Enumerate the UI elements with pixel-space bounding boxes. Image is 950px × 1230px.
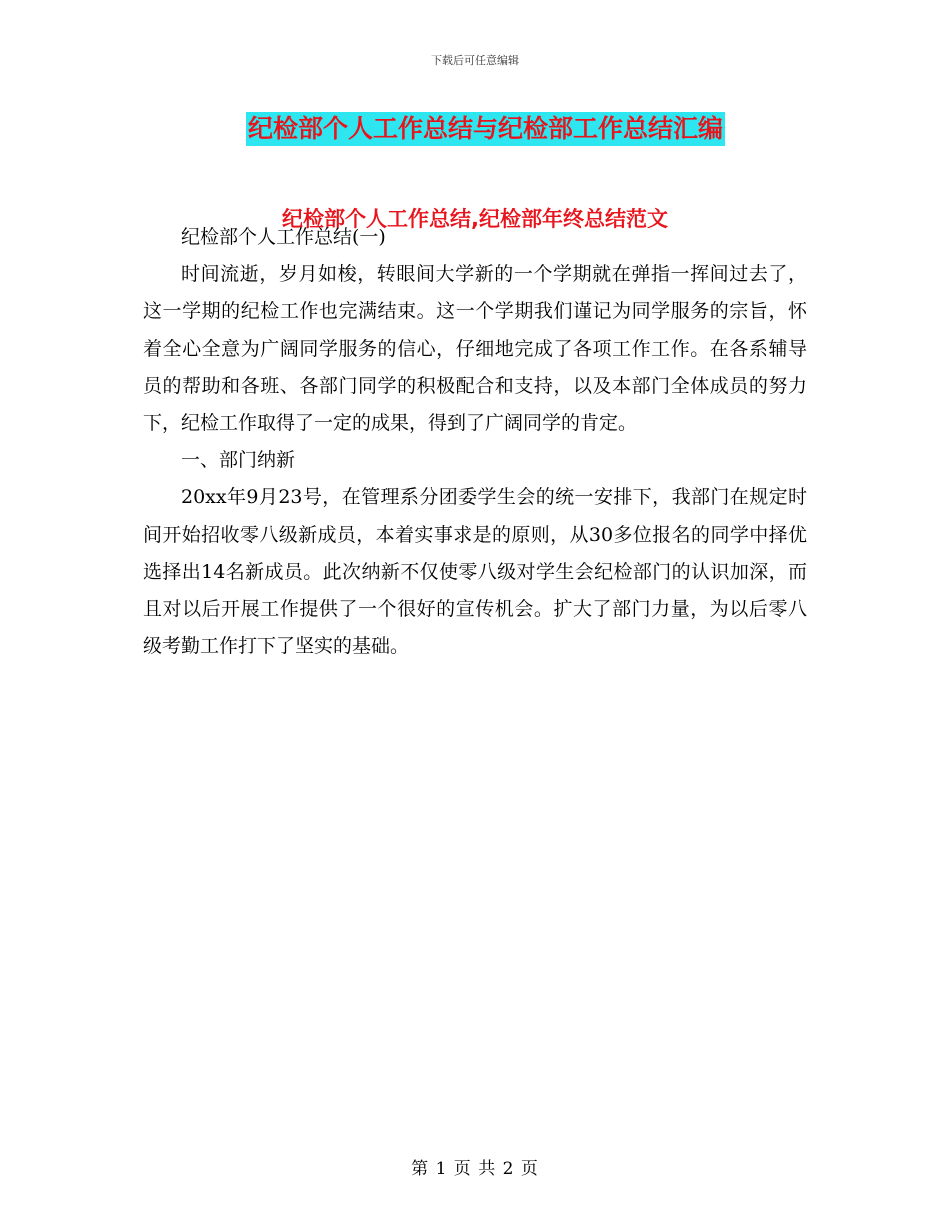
body-paragraph: 20xx年9月23号，在管理系分团委学生会的统一安排下，我部门在规定时间开始招收零八级新成员，本着实事求是的原则，从30多位报名的同学中择优选择出14名新成员。此次纳新不仅使零八级对学生会纪检部门的认识加深，而且对以后开展工作提供了一个很好的宣传机会。扩大了部门力量，为以后零八级考勤工作打下了坚实的基础。 [143,486,807,658]
document-sub-title: 纪检部个人工作总结,纪检部年终总结范文 [282,207,668,231]
section-heading: 纪检部个人工作总结(一) [181,226,386,248]
page-number: 第 1 页 共 2 页 [411,1159,539,1179]
body-paragraph: 时间流逝，岁月如梭，转眼间大学新的一个学期就在弹指一挥间过去了，这一学期的纪检工作也完满结束。这一个学期我们谨记为同学服务的宗旨，怀着全心全意为广阔同学服务的信心，仔细地完成了各项工作工作。在各系辅导员的帮助和各班、各部门同学的积极配合和支持，以及本部门全体成员的努力下，纪检工作取得了一定的成果，得到了广阔同学的肯定。 [143,263,807,435]
document-body [143,219,807,665]
section-heading: 一、部门纳新 [181,449,296,472]
document-main-title: 纪检部个人工作总结与纪检部工作总结汇编 [246,112,725,146]
page-header-note: 下载后可任意编辑 [431,54,519,67]
